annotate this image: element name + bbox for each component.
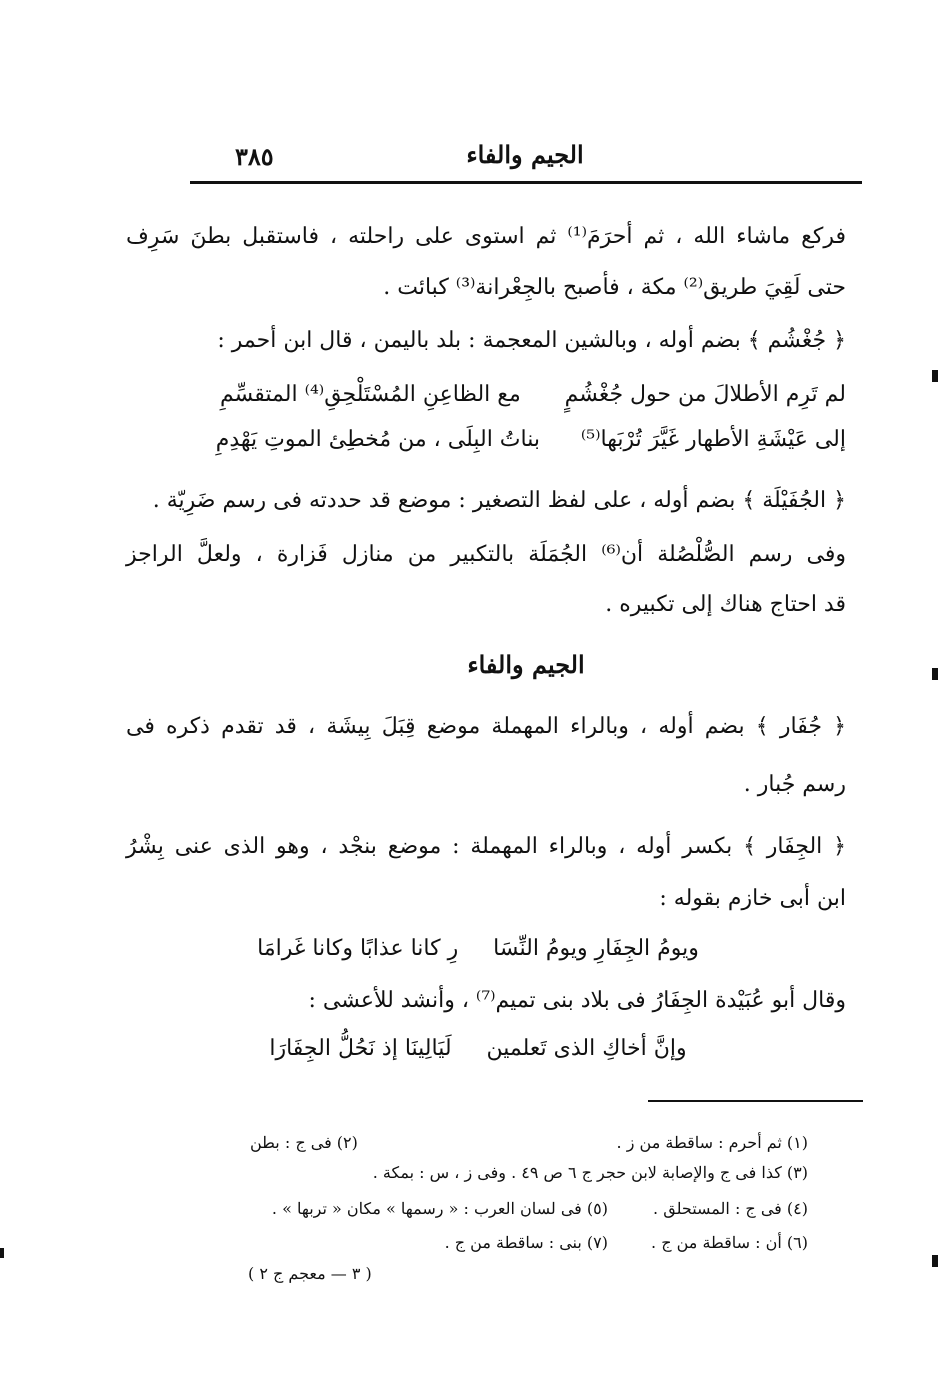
- footnote-2: (٢) فى ج : بطن: [250, 1133, 358, 1152]
- footnote-6: (٦) أن : ساقطة من ج .: [651, 1233, 808, 1252]
- body-line-3: ﴿ جُغْشُم ﴾ بضم أوله ، وبالشين المعجمة : بلد باليمن ، قال ابن أحمر :: [217, 328, 846, 353]
- verse-3: ويومُ الجِفَارِ ويومُ النِّسَا رِ كانا عذابًا وكانا غَرامَا: [257, 936, 699, 961]
- body-line-6: قد احتاج هناك إلى تكبيره .: [605, 592, 846, 617]
- body-line-10: ابن أبى خازم بقوله :: [659, 886, 846, 911]
- running-title: الجيم والفاء: [466, 140, 584, 169]
- body-line-8: رسم جُبار .: [743, 772, 846, 797]
- footnote-3: (٣) كذا فى ج والإصابة لابن حجر ج ٦ ص ٤٩ . وفى ز ، س : بمكة .: [372, 1163, 808, 1182]
- footnote-5: (٥) فى لسان العرب : « رسمها » مكان « تربها » .: [271, 1199, 608, 1218]
- body-line-1: فركع ماشاء الله ، ثم أحرَمَ⁽¹⁾ ثم استوى على راحلته ، فاستقبل بطنَ سَرِف: [126, 224, 846, 249]
- signature-mark: ( ٣ — معجم ج ٢ ): [248, 1264, 372, 1283]
- edge-mark: [0, 1248, 4, 1258]
- body-line-7: ﴿ جُفَار ﴾ بضم أوله ، وبالراء المهملة موضع قِبَلَ بِيشَة ، قد تقدم ذكره فى: [126, 714, 846, 739]
- body-line-4: ﴿ الجُفَيْلَة ﴾ بضم أوله ، على لفظ التصغير : موضع قد حددته فى رسم ضَرِيّة .: [152, 488, 846, 513]
- verse-1-first-hemistich: لم تَرِم الأطلالَ من حول جُغْشُمٍ: [564, 382, 846, 407]
- section-heading: الجيم والفاء: [467, 650, 585, 679]
- page-header: [190, 140, 860, 180]
- body-line-5: وفى رسم الصُّلْصُلة أن⁽⁶⁾ الجُمَلَة بالتكبير من منازل فَزارة ، ولعلَّ الراجز: [126, 542, 846, 567]
- verse-1-second-hemistich: مع الظاعِنِ المُسْتَلْحِقِ⁽⁴⁾ المتقسِّمِ: [220, 382, 521, 407]
- body-line-11: وقال أبو عُبَيْدة الجِفَارُ فى بلاد بنى تميم⁽⁷⁾ ، وأنشد للأعشى :: [308, 988, 846, 1013]
- verse-4: وإنَّ أخاكِ الذى تَعلمين لَيَالِينَا إذ نَحُلُّ الجِفَارَا: [269, 1036, 687, 1061]
- edge-mark: [932, 370, 938, 382]
- verse-2-second-hemistich: بناتُ البِلَى ، من مُخطِئ الموتِ يَهْدِمِ: [215, 427, 540, 452]
- verse-2-first-hemistich: إلى عَيْشَةِ الأطهار غَيَّرَ تُرْبَها⁽⁵⁾: [580, 427, 846, 452]
- footnote-rule: [648, 1100, 863, 1102]
- footnote-7: (٧) بنى : ساقطة من ج .: [444, 1233, 608, 1252]
- header-rule: [190, 181, 862, 184]
- footnote-1: (١) ثم أحرم : ساقطة من ز .: [616, 1133, 808, 1152]
- edge-mark: [932, 1255, 938, 1267]
- page-number: ٣٨٥: [235, 142, 274, 171]
- edge-mark: [932, 668, 938, 680]
- body-line-9: ﴿ الجِفَار ﴾ بكسر أوله ، وبالراء المهملة : موضع بنجْد ، وهو الذى عنى بِشْرُ: [126, 834, 846, 859]
- body-line-2: حتى لَقِيَ طريق⁽²⁾ مكة ، فأصبح بالجِعْرانة⁽³⁾ كبائت .: [383, 275, 846, 300]
- footnote-4: (٤) فى ج : المستحلق .: [653, 1199, 808, 1218]
